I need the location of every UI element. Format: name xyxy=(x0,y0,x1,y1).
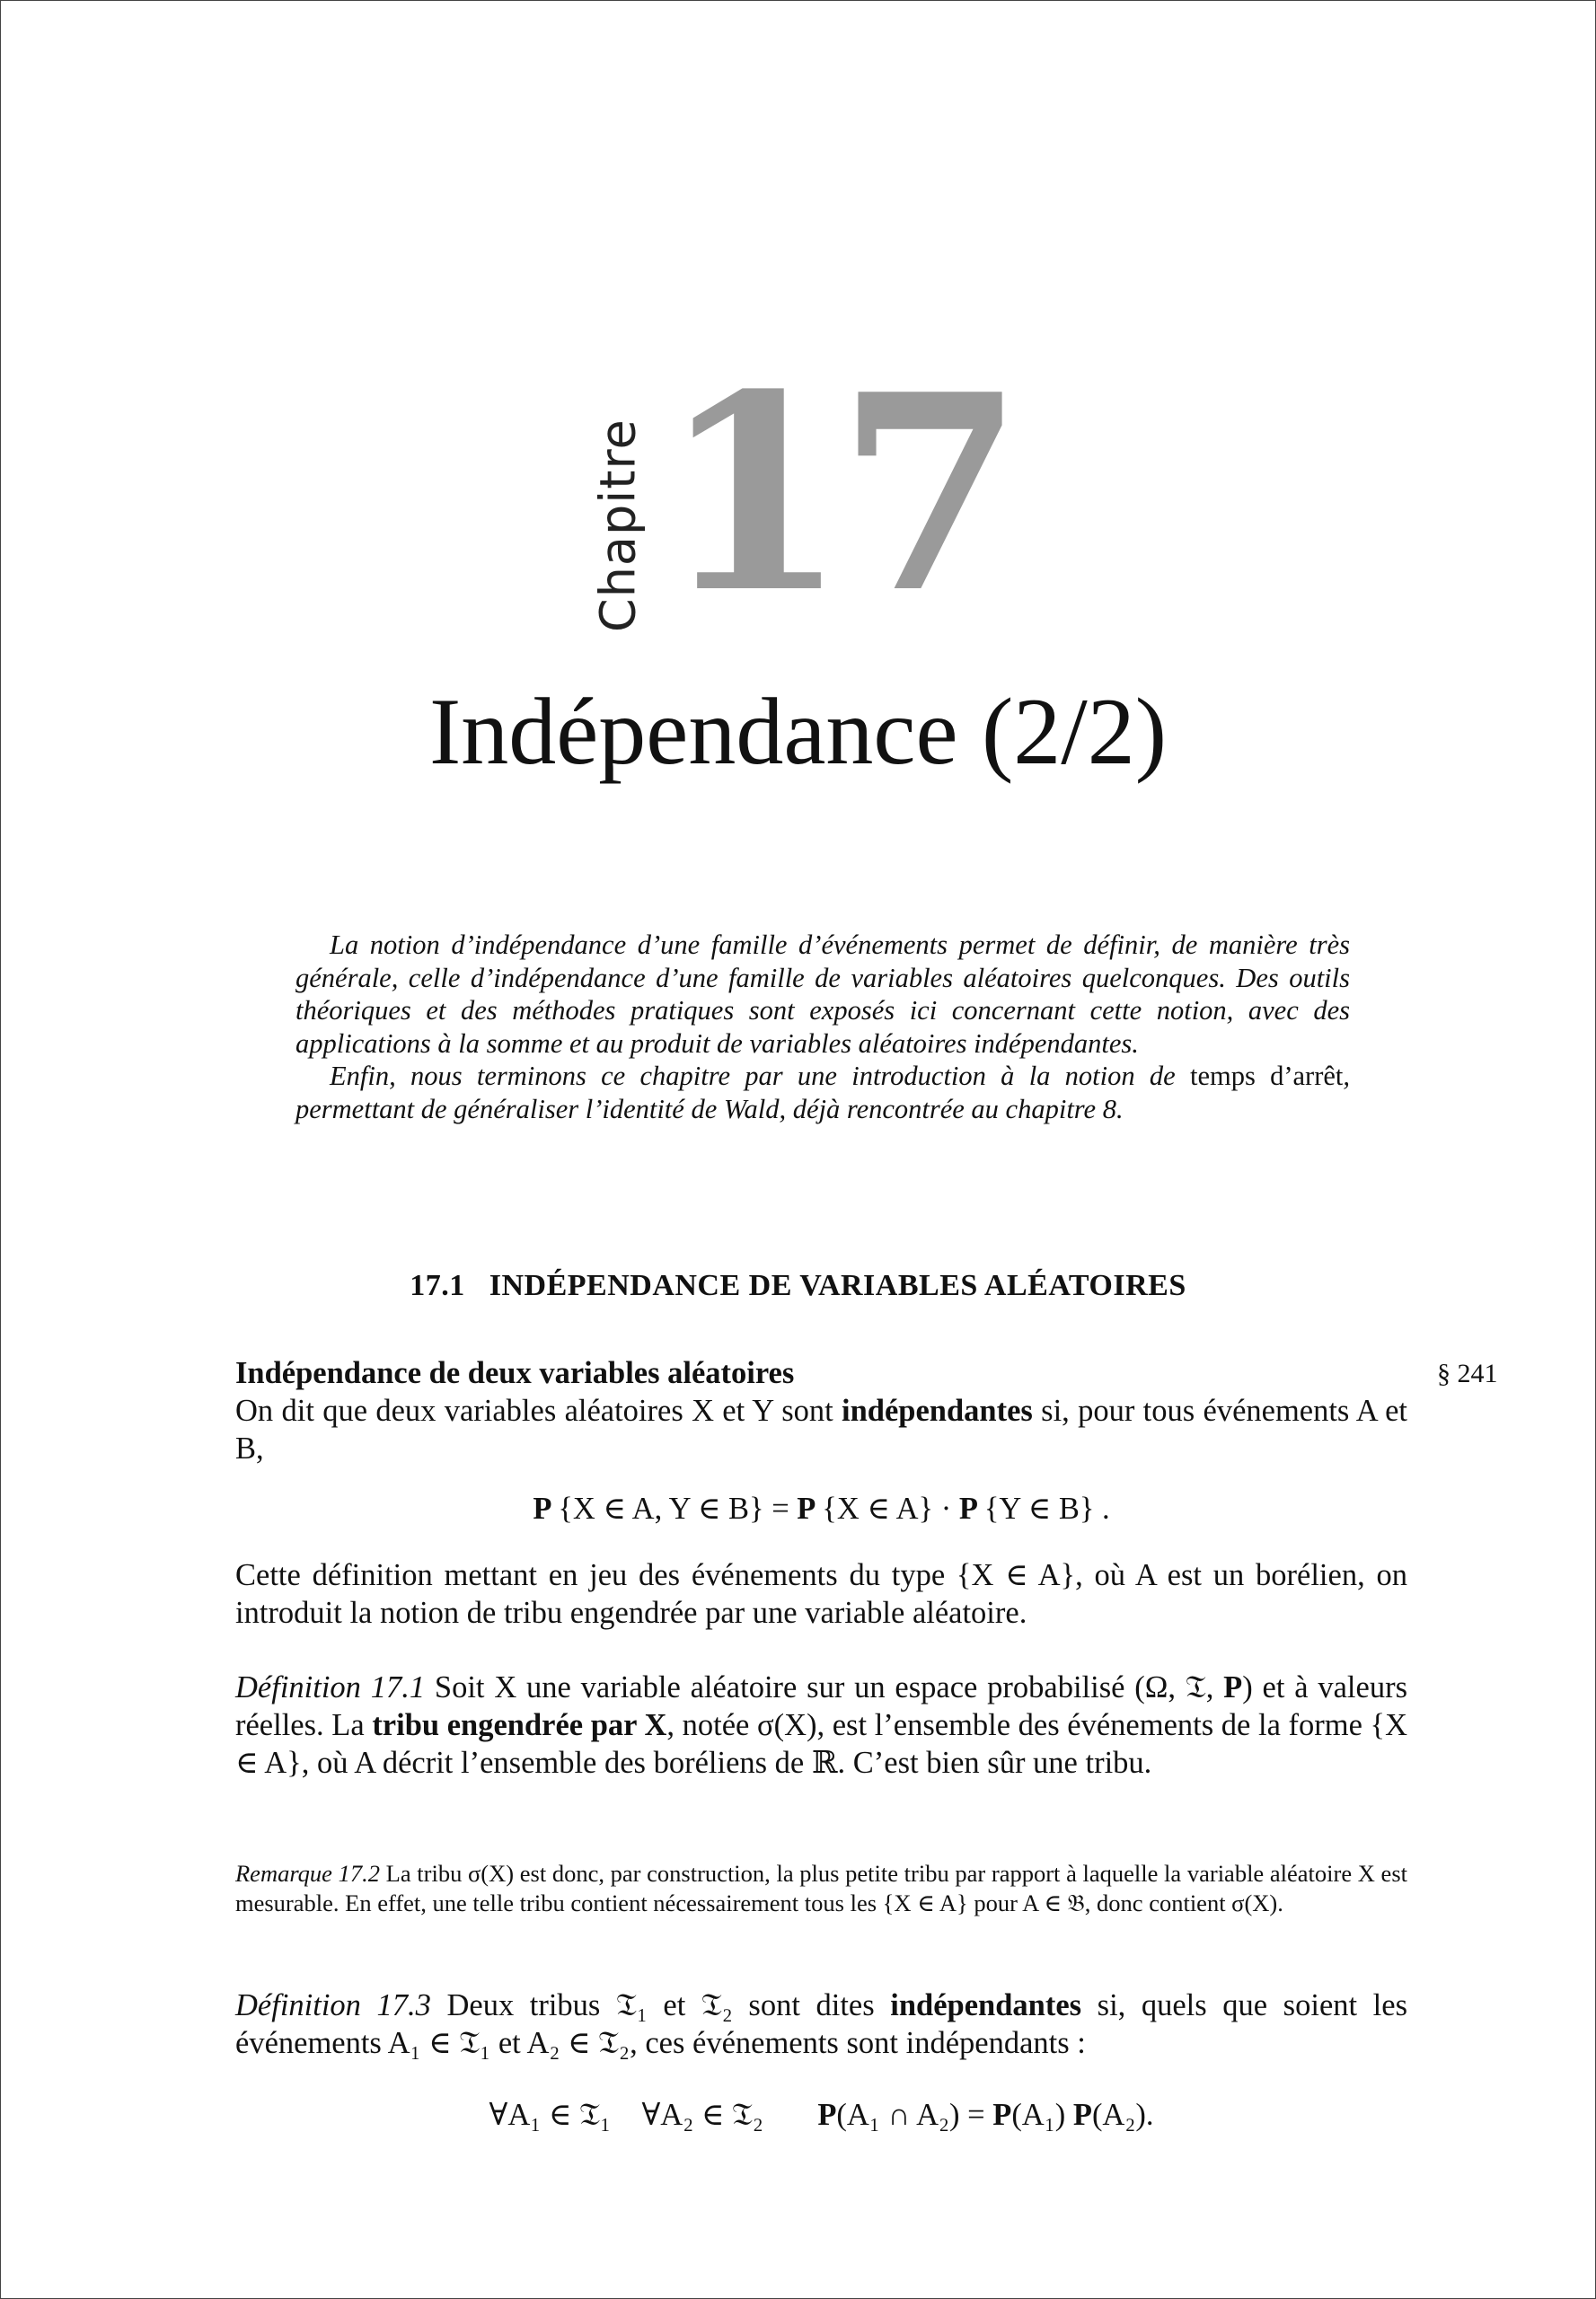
remark-label: Remarque 17.2 xyxy=(235,1860,380,1887)
independence-paragraph xyxy=(235,1354,1407,1467)
prob-symbol: P xyxy=(533,1492,552,1526)
chapter-word: Chapitre xyxy=(589,418,647,632)
eq1-lhs: {X ∈ A, Y ∈ B} = xyxy=(558,1492,798,1526)
abstract-term: temps d’arrêt xyxy=(1189,1061,1344,1092)
definition-label: Définition 17.3 xyxy=(235,1988,431,2022)
chapter-abstract xyxy=(295,929,1350,1126)
prob-symbol: P xyxy=(1223,1670,1243,1704)
def2-text-a: Deux tribus 𝔗₁ et 𝔗₂ sont dites xyxy=(430,1988,891,2022)
prob-symbol: P xyxy=(958,1492,978,1526)
abstract-paragraph-1: La notion d’indépendance d’une famille d’événements permet de définir, de manière très générale, celle d’indépendance d’une famille de variables aléatoires quelconques. Des outils théoriques et des méthodes pratiques sont exposés ici concernant cette notion, avec des applications à la somme et au produit de variables aléatoires indépendantes. xyxy=(295,929,1350,1059)
abstract-p2-end: , permettant de généraliser l’identité de Wald, déjà rencontrée au chapitre 8. xyxy=(295,1061,1350,1124)
remark-text: La tribu σ(X) est donc, par construction, la plus petite tribu par rapport à laquelle la variable aléatoire X est mesurable. En effet, une telle tribu contient nécessairement tous les {X ∈ A} pour A ∈ 𝔅, donc contient σ(X). xyxy=(235,1860,1407,1916)
chapter-title: Indépendance (2/2) xyxy=(428,679,1168,784)
eq1-rhs: {Y ∈ B} . xyxy=(983,1492,1110,1526)
eq2-quantifiers: ∀A₁ ∈ 𝔗₁ ∀A₂ ∈ 𝔗₂ xyxy=(489,2098,763,2132)
prob-symbol: P xyxy=(1072,2098,1092,2132)
margin-reference: § 241 xyxy=(1437,1359,1498,1388)
definition-17-1 xyxy=(235,1669,1407,1782)
def1-text-b: ) et à valeurs réelles. La xyxy=(235,1670,1407,1742)
def2-term: indépendantes xyxy=(890,1988,1082,2022)
paragraph-text-b: si, pour tous événements A et B, xyxy=(235,1394,1407,1466)
equation-tribe-independence xyxy=(235,2096,1407,2134)
eq2-b: (A₁) xyxy=(1011,2098,1073,2132)
eq1-mid: {X ∈ A} · xyxy=(822,1492,959,1526)
definition-17-3 xyxy=(235,1986,1407,2062)
section-title: INDÉPENDANCE DE VARIABLES ALÉATOIRES xyxy=(489,1269,1186,1302)
def2-text-b: si, quels que soient les événements A₁ ∈ 𝔗₁ et A₂ ∈ 𝔗₂, ces événements sont indépendants : xyxy=(235,1988,1407,2060)
section-heading xyxy=(269,1268,1327,1304)
prob-symbol: P xyxy=(992,2098,1012,2132)
def1-text-c: , notée σ(X), est l’ensemble des événements de la forme {X ∈ A}, où A décrit l’ensemble des boréliens de ℝ. C’est bien sûr une tribu. xyxy=(235,1708,1407,1780)
paragraph-text-a: On dit que deux variables aléatoires X et Y sont xyxy=(235,1394,842,1428)
abstract-paragraph-2 xyxy=(295,1060,1350,1125)
transition-paragraph xyxy=(235,1556,1407,1632)
prob-symbol: P xyxy=(817,2098,837,2132)
definition-label: Définition 17.1 xyxy=(235,1670,426,1704)
chapter-number: 17 xyxy=(660,335,1014,652)
prob-symbol: P xyxy=(797,1492,816,1526)
equation-independence xyxy=(235,1490,1407,1528)
eq2-c: (A₂). xyxy=(1091,2098,1154,2132)
remark-17-2 xyxy=(235,1859,1407,1918)
eq2-a: (A₁ ∩ A₂) = xyxy=(836,2098,993,2132)
paragraph-term: indépendantes xyxy=(842,1394,1033,1428)
section-number: 17.1 xyxy=(410,1269,465,1302)
paragraph-heading: Indépendance de deux variables aléatoires xyxy=(235,1356,795,1390)
def1-text-a: Soit X une variable aléatoire sur un espace probabilisé (Ω, 𝔗, xyxy=(425,1670,1224,1704)
def1-term: tribu engendrée par X xyxy=(372,1708,667,1742)
abstract-p2-start: Enfin, nous terminons ce chapitre par une introduction à la notion de xyxy=(330,1061,1190,1092)
transition-text: Cette définition mettant en jeu des événements du type {X ∈ A}, où A est un borélien, on introduit la notion de tribu engendrée par une variable aléatoire. xyxy=(235,1558,1407,1630)
